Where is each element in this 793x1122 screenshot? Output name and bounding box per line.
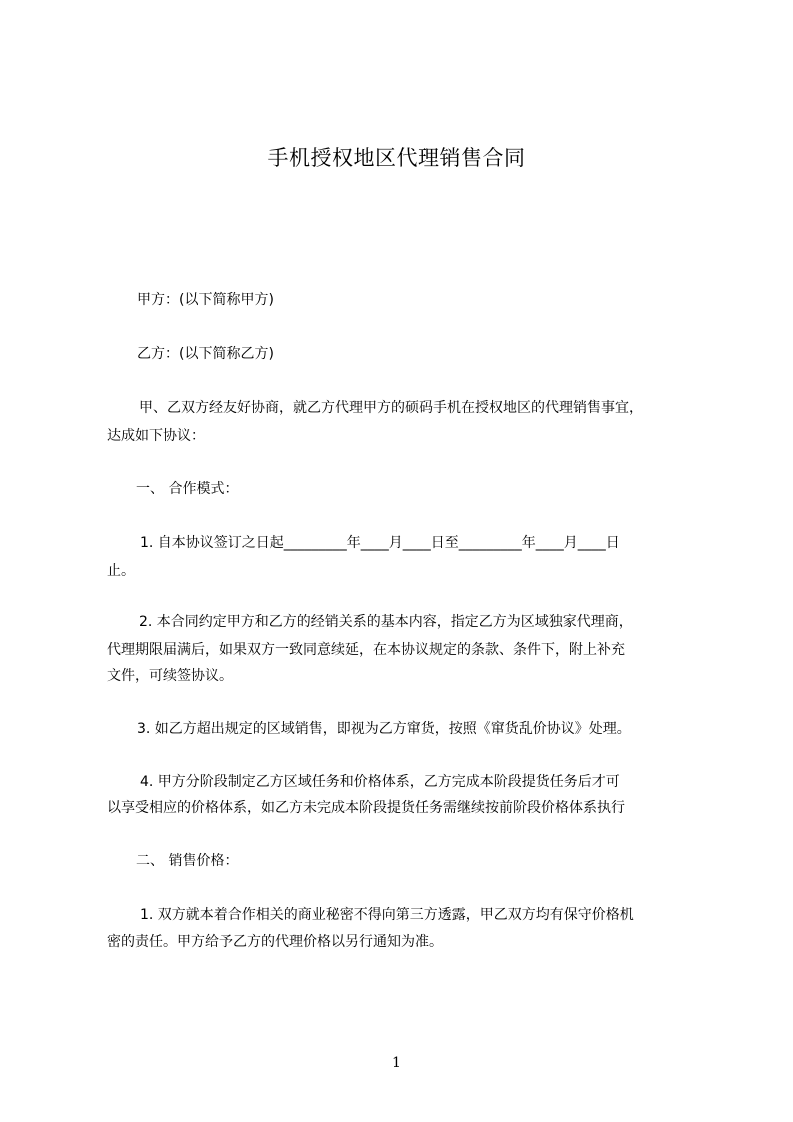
s2-item1-line2: 密的责任。甲方给予乙方的代理价格以另行通知为准。 — [107, 934, 443, 950]
s2-item1-line1: 1. 双方就本着合作相关的商业秘密不得向第三方透露，甲乙双方均有保守价格机 — [140, 907, 634, 923]
party-a-line: 甲方：(以下简称甲方) — [137, 292, 274, 308]
section2-heading: 二、 销售价格： — [136, 853, 239, 869]
s1-item2-line2: 代理期限届满后，如果双方一致同意续延，在本协议规定的条款、条件下，附上补充 — [107, 642, 625, 658]
s1-item1-line2: 止。 — [107, 563, 135, 579]
s1-item1-line1: 1. 自本协议签订之日起_________年____月____日至_________年____月____日 — [140, 535, 620, 551]
document-title: 手机授权地区代理销售合同 — [267, 146, 526, 170]
s1-item4-line2: 以享受相应的价格体系，如乙方未完成本阶段提货任务需继续按前阶段价格体系执行 — [107, 800, 625, 816]
s1-item2-line1: 2. 本合同约定甲方和乙方的经销关系的基本内容，指定乙方为区域独家代理商， — [139, 614, 633, 630]
intro-line-1: 甲、乙双方经友好协商，就乙方代理甲方的硕码手机在授权地区的代理销售事宜， — [139, 400, 643, 416]
section1-heading: 一、 合作模式： — [136, 481, 239, 497]
party-b-line: 乙方：(以下简称乙方) — [137, 346, 274, 362]
s1-item2-line3: 文件，可续签协议。 — [107, 668, 233, 684]
s1-item4-line1: 4. 甲方分阶段制定乙方区域任务和价格体系，乙方完成本阶段提货任务后才可 — [140, 774, 620, 790]
page-number: 1 — [392, 1055, 401, 1071]
s1-item3-line1: 3. 如乙方超出规定的区域销售，即视为乙方窜货，按照《窜货乱价协议》处理。 — [137, 721, 631, 737]
intro-line-2: 达成如下协议： — [107, 428, 205, 444]
